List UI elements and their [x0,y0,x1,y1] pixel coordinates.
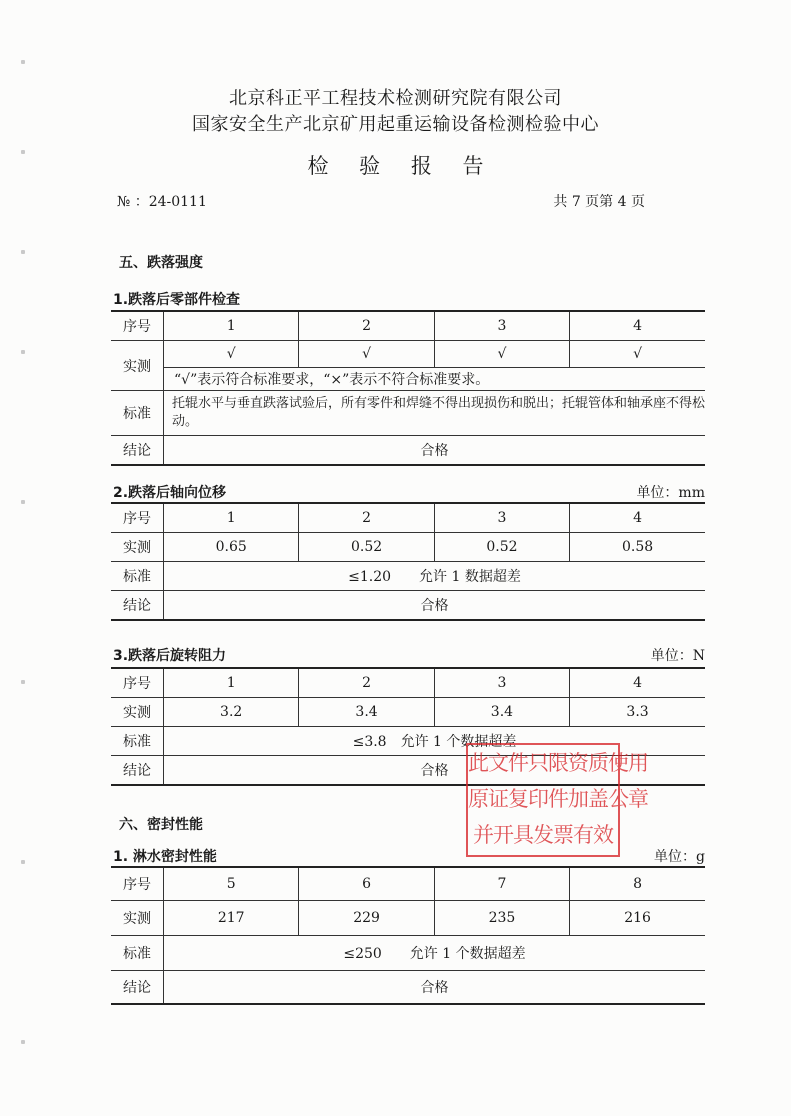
table-cell: 3 [434,668,569,698]
measured-value: 0.58 [570,533,705,562]
row-label: 实测 [111,901,164,936]
organization-name: 北京科正平工程技术检测研究院有限公司 [229,88,562,109]
check-mark: √ [299,341,434,368]
water-spray-sealing-table [111,866,705,1005]
row-label: 标准 [111,562,164,591]
measured-value: 3.4 [299,698,434,727]
table-cell: 8 [570,867,705,901]
conclusion-value: 合格 [164,756,706,786]
table-row [111,391,705,436]
measured-value: 3.4 [434,698,569,727]
measured-value: 0.52 [299,533,434,562]
row-label: 标准 [111,727,164,756]
standard-text: ≤1.20 允许 1 数据超差 [164,562,706,591]
measured-value: 3.3 [570,698,705,727]
check-mark: √ [164,341,299,368]
row-label: 序号 [111,503,164,533]
row-label: 实测 [111,698,164,727]
stamp-line: 此文件只限资质使用 [468,751,648,775]
table-row [111,436,705,466]
row-label: 结论 [111,971,164,1005]
table-cell: 3 [434,503,569,533]
table-row [111,533,705,562]
binding-hole-mark [21,1040,25,1044]
row-label: 结论 [111,436,164,466]
binding-hole-mark [21,60,25,64]
center-name: 国家安全生产北京矿用起重运输设备检测检验中心 [192,114,599,135]
measured-value: 229 [299,901,434,936]
table-title-parts-check: 1.跌落后零部件检查 [113,292,241,308]
axial-displacement-table [111,502,705,621]
table-row [111,971,705,1005]
row-label: 实测 [111,341,164,391]
table-row [111,901,705,936]
conclusion-value: 合格 [164,591,706,621]
binding-hole-mark [21,250,25,254]
table-cell: 4 [570,311,705,341]
binding-hole-mark [21,680,25,684]
row-label: 标准 [111,391,164,436]
page-info: 共 7 页第 4 页 [553,194,645,210]
table-row [111,311,705,341]
table-row [111,368,705,391]
table-row [111,562,705,591]
check-mark: √ [570,341,705,368]
section-heading-drop-strength: 五、跌落强度 [119,255,203,271]
measured-value: 217 [164,901,299,936]
table-row [111,591,705,621]
table-row [111,867,705,901]
table-row [111,698,705,727]
table-title-water-spray-sealing: 1. 淋水密封性能 [113,849,217,865]
unit-label: 单位：N [650,648,705,664]
table-row [111,668,705,698]
table-cell: 7 [434,867,569,901]
conclusion-value: 合格 [164,436,706,466]
legend-note: “√”表示符合标准要求，“×”表示不符合标准要求。 [164,368,706,391]
measured-value: 0.52 [434,533,569,562]
section-heading-sealing: 六、密封性能 [119,817,203,833]
table-cell: 1 [164,503,299,533]
table-cell: 4 [570,668,705,698]
binding-hole-mark [21,860,25,864]
table-cell: 2 [299,503,434,533]
measured-value: 235 [434,901,569,936]
measured-value: 216 [570,901,705,936]
row-label: 序号 [111,311,164,341]
report-number: № ：24-0111 [117,194,207,210]
table-cell: 6 [299,867,434,901]
table-cell: 4 [570,503,705,533]
report-title: 检 验 报 告 [307,154,496,178]
table-row [111,341,705,368]
binding-hole-mark [21,500,25,504]
table-cell: 2 [299,311,434,341]
parts-check-table [111,310,705,466]
table-title-rotation-resistance: 3.跌落后旋转阻力 [113,648,227,664]
stamp-line: 并开具发票有效 [473,823,613,847]
row-label: 结论 [111,591,164,621]
certification-stamp [466,743,648,857]
table-cell: 1 [164,311,299,341]
table-cell: 1 [164,668,299,698]
unit-label: 单位：mm [636,485,705,501]
row-label: 实测 [111,533,164,562]
table-title-axial-displacement: 2.跌落后轴向位移 [113,485,227,501]
conclusion-value: 合格 [164,971,706,1005]
check-mark: √ [434,341,569,368]
binding-hole-mark [21,350,25,354]
table-cell: 5 [164,867,299,901]
unit-label: 单位：g [654,849,705,865]
row-label: 序号 [111,867,164,901]
stamp-line: 原证复印件加盖公章 [468,787,648,811]
table-cell: 2 [299,668,434,698]
row-label: 标准 [111,936,164,971]
row-label: 序号 [111,668,164,698]
table-row [111,936,705,971]
row-label: 结论 [111,756,164,786]
standard-text: ≤3.8 允许 1 个数据超差 [164,727,706,756]
standard-text: ≤250 允许 1 个数据超差 [164,936,706,971]
measured-value: 0.65 [164,533,299,562]
standard-text: 托辊水平与垂直跌落试验后，所有零件和焊缝不得出现损伤和脱出；托辊管体和轴承座不得松动。 [164,391,706,436]
table-cell: 3 [434,311,569,341]
measured-value: 3.2 [164,698,299,727]
table-row [111,503,705,533]
